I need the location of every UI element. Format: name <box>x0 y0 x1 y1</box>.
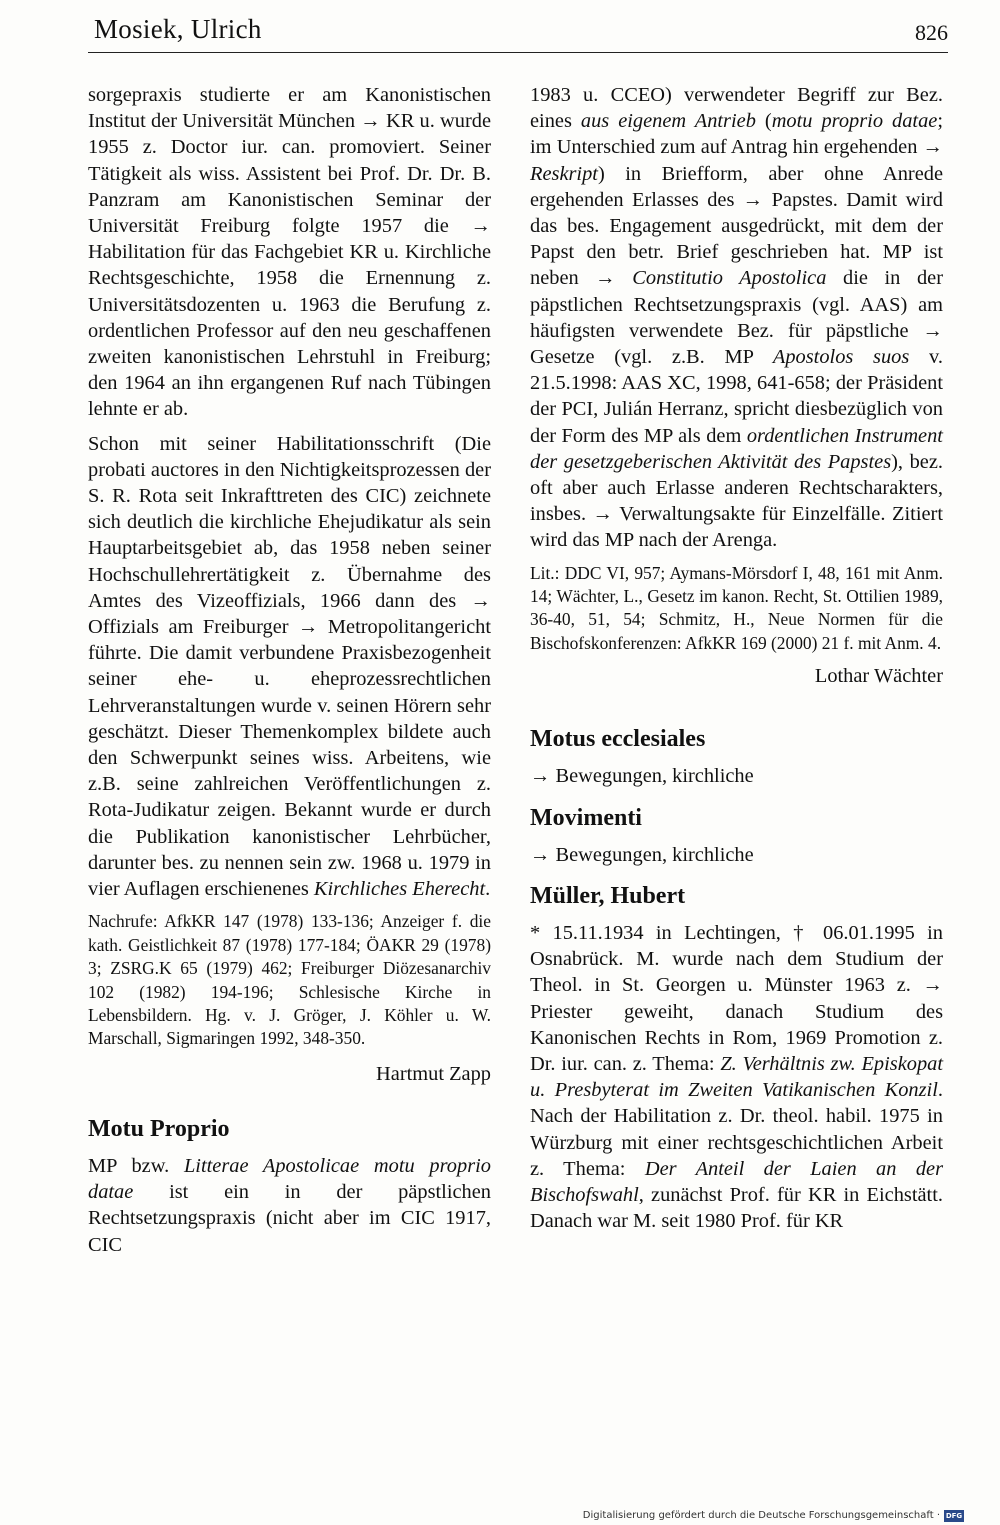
page-number: 826 <box>915 20 948 45</box>
movimenti-heading: Movimenti <box>530 804 642 831</box>
motu-rest: ist ein in der päpstlichen Rechtsetzungspraxis (nicht aber im CIC 1917, CIC <box>88 1181 491 1256</box>
motu-i4: Constitutio Apostolica <box>632 267 827 290</box>
motu-proprio-paragraph-start <box>88 1153 491 1258</box>
motu-b: ( <box>764 110 772 133</box>
motu-i1: aus eigenem Antrieb <box>580 110 756 133</box>
mosiek-paragraph-2-end: . <box>485 878 491 901</box>
motu-i3: Reskript <box>530 162 598 185</box>
header-rule <box>88 52 948 53</box>
mueller-b: . Nach der Habilitation z. Dr. theol. habil. 1975 in Würzburg mit einer rechtsgeschichtlichen Arbeit z. Thema: <box>530 1079 943 1180</box>
motu-intro: MP bzw. <box>88 1154 170 1177</box>
right-column <box>530 82 943 1242</box>
motu-proprio-paragraph-cont <box>530 82 943 554</box>
mosiek-paragraph-1: sorgepraxis studierte er am Kanonistischen Institut der Universität München → KR u. wurde 1955 z. Doctor iur. can. promoviert. Seiner Tätigkeit als wiss. Assistent bei Prof. Dr. Dr. B. Panzram am Kanonistischen Seminar der Universität Freiburg folgte 1957 die → Habilitation für das Fachgebiet KR u. Kirchliche Rechtsgeschichte, 1958 die Ernennung z. Universitätsdozenten u. 1963 die Berufung z. ordentlichen Professor auf den neu geschaffenen zweiten kanonistischen Lehrstuhl in Freiburg; den 1964 an ihn ergangenen Ruf nach Tübingen lehnte er ab. <box>88 84 491 421</box>
motu-f: v. 21.5.1998: AAS XC, 1998, 641-658; der Präsident der PCI, Julián Herranz, spricht diesbezüglich von der Form des MP als dem <box>530 346 943 447</box>
mueller-hubert-heading: Müller, Hubert <box>530 882 686 909</box>
motus-ecclesiales-heading: Motus ecclesiales <box>530 726 706 753</box>
mosiek-literature: Nachrufe: AfkKR 147 (1978) 133-136; Anzeiger f. die kath. Geistlichkeit 87 (1978) 177-184; ÖAKR 29 (1978) 3; ZSRG.K 65 (1979) 462; Freiburger Diözesanarchiv 102 (1982) 194-196; Schlesische Kirche in Lebensbildern. Hg. v. J. Gröger, J. Köhler u. W. Marschall, Sigmaringen 1992, 348-350. <box>88 911 491 1049</box>
motu-proprio-heading: Motu Proprio <box>88 1115 230 1142</box>
mosiek-book-title: Kirchliches Eherecht <box>313 878 486 901</box>
mueller-i1: Z. Verhältnis zw. Episkopat u. Presbyterat im Zweiten Vatikanischen Konzil <box>530 1052 943 1102</box>
dfg-logo: DFG <box>945 1512 963 1520</box>
mosiek-author: Hartmut Zapp <box>376 1062 491 1085</box>
mueller-c: , zunächst Prof. für KR in Eichstätt. Danach war M. seit 1980 Prof. für KR <box>530 1183 943 1233</box>
motus-ecclesiales-xref: → Bewegungen, kirchliche <box>530 765 754 788</box>
left-column <box>88 82 491 1266</box>
motu-author: Lothar Wächter <box>814 665 943 688</box>
running-head-name: Mosiek, Ulrich <box>94 14 262 44</box>
motu-c: ; im Unterschied zum auf Antrag hin ergehenden → <box>530 110 943 159</box>
motu-i5: Apostolos suos <box>772 346 910 369</box>
motu-e: die in der päpstlichen Rechtsetzungspraxis (vgl. AAS) am häufigsten verwendete Bez. für päpstliche → Gesetze (vgl. z.B. MP <box>530 267 943 369</box>
mueller-paragraph <box>530 920 943 1234</box>
mosiek-paragraph-2 <box>88 431 491 903</box>
motu-a: 1983 u. CCEO) verwendeter Begriff zur Bez. eines <box>530 84 943 133</box>
mosiek-paragraph-2-text: Schon mit seiner Habilitationsschrift (Die probati auctores in den Nichtigkeitsprozessen der S. R. Rota seit Inkrafttreten des CIC) zeichnete sich deutlich die kirchliche Ehejudikatur als sein Hauptarbeitsgebiet ab, das 1958 neben seiner Hochschullehrertätigkeit z. Übernahme des Amtes des Vizeoffizials, 1966 dann des → Offizials am Freiburger → Metropolitangericht führte. Die damit verbundene Praxisbezogenheit seiner ehe- u. eheprozessrechtlichen Lehrveranstaltungen wurde v. seinen Hörern sehr geschätzt. Dieser Themenkomplex bildete auch den Schwerpunkt seines wiss. Arbeitens, wie z.B. seine zahlreichen Veröffentlichungen z. Rota-Judikatur zeigen. Bekannt wurde er durch die Publikation kanonistischer Lehrbücher, darunter bes. zu nennen sein zw. 1968 u. 1979 in vier Auflagen erschienenes <box>88 432 491 901</box>
mueller-i2: Der Anteil der Laien an der Bischofswahl <box>530 1157 943 1206</box>
motu-d: ) in Briefform, aber ohne Anrede ergehenden Erlasses des → Papstes. Damit wird das bes. Engagement ausgedrückt, mit dem der Papst den betr. Brief geschrieben hat. MP ist neben → <box>530 162 943 290</box>
motu-i6: ordentlichen Instrument der gesetzgeberischen Aktivität des Papstes <box>530 424 943 473</box>
motu-literature: Lit.: DDC VI, 957; Aymans-Mörsdorf I, 48, 161 mit Anm. 14; Wächter, L., Gesetz im kanon. Recht, St. Ottilien 1989, 36-40, 51, 54; Schmitz, H., Neue Normen für die Bischofskonferenzen: AfkKR 169 (2000) 21 f. mit Anm. 4. <box>530 562 943 653</box>
motu-i2: motu proprio datae <box>771 110 938 133</box>
movimenti-xref: → Bewegungen, kirchliche <box>530 843 754 866</box>
footer-funding-note: Digitalisierung gefördert durch die Deutsche Forschungsgemeinschaft · <box>582 1510 940 1521</box>
mueller-a: * 15.11.1934 in Lechtingen, † 06.01.1995 in Osnabrück. M. wurde nach dem Studium der Theol. in St. Georgen u. Münster 1963 z. → Priester geweiht, danach Studium des Kanonischen Rechts in Rom, 1969 Promotion z. Dr. iur. can. z. Thema: <box>530 921 943 1075</box>
motu-g: ), bez. oft aber auch Erlasse anderen Rechtscharakters, insbes. → Verwaltungsakte für Einzelfälle. Zitiert wird das MP nach der Arenga. <box>530 450 943 552</box>
motu-latin-term: Litterae Apostolicae motu proprio datae <box>88 1154 491 1204</box>
